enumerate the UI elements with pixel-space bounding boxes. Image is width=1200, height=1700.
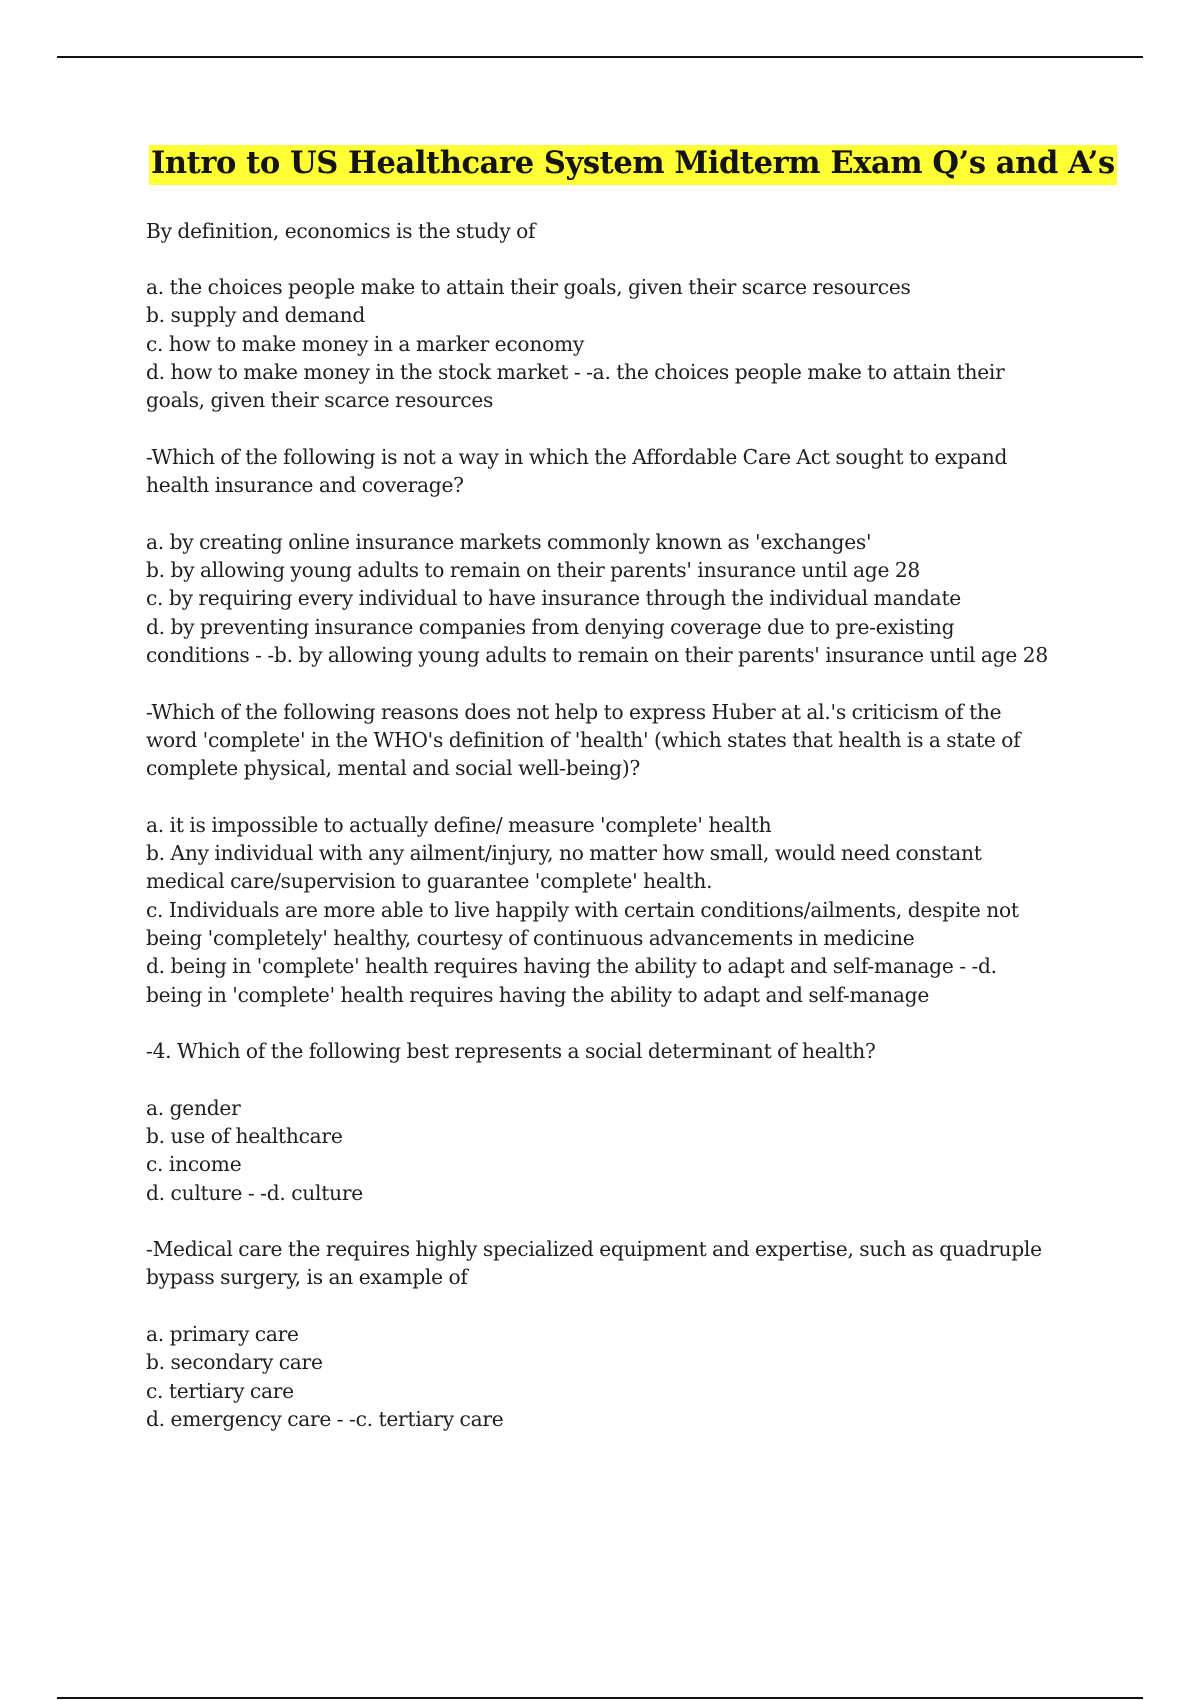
option-line: goals, given their scarce resources bbox=[146, 388, 494, 413]
question-block-4 bbox=[146, 1037, 1096, 1207]
option-line: c. how to make money in a marker economy bbox=[146, 331, 585, 356]
question-line: -Which of the following is not a way in which the Affordable Care Act sought to expand bbox=[146, 444, 1008, 469]
question-line: word 'complete' in the WHO's definition of 'health' (which states that health is a state of bbox=[146, 727, 1021, 752]
question-text bbox=[146, 443, 1096, 500]
option-line: b. Any individual with any ailment/injury, no matter how small, would need constant bbox=[146, 841, 982, 866]
option-line: being 'completely' healthy, courtesy of continuous advancements in medicine bbox=[146, 925, 915, 950]
question-block-5 bbox=[146, 1235, 1096, 1433]
answer-options bbox=[146, 528, 1096, 669]
option-line: being in 'complete' health requires having the ability to adapt and self-manage bbox=[146, 982, 930, 1007]
question-block-1 bbox=[146, 217, 1096, 415]
option-line: a. primary care bbox=[146, 1322, 299, 1347]
question-line: By definition, economics is the study of bbox=[146, 218, 536, 243]
option-line: d. emergency care - -c. tertiary care bbox=[146, 1406, 504, 1431]
document-body bbox=[146, 145, 1115, 1462]
question-line: bypass surgery, is an example of bbox=[146, 1265, 468, 1290]
question-text bbox=[146, 217, 1096, 245]
question-line: -Which of the following reasons does not help to express Huber at al.'s criticism of the bbox=[146, 699, 1002, 724]
answer-options bbox=[146, 1094, 1096, 1207]
option-line: b. secondary care bbox=[146, 1350, 323, 1375]
question-text bbox=[146, 1037, 1096, 1065]
question-line: health insurance and coverage? bbox=[146, 473, 464, 498]
option-line: d. culture - -d. culture bbox=[146, 1180, 363, 1205]
question-line: complete physical, mental and social well-being)? bbox=[146, 756, 641, 781]
question-line: -4. Which of the following best represents a social determinant of health? bbox=[146, 1039, 876, 1064]
option-line: c. Individuals are more able to live happily with certain conditions/ailments, despite not bbox=[146, 897, 1019, 922]
option-line: b. by allowing young adults to remain on their parents' insurance until age 28 bbox=[146, 558, 921, 583]
option-line: a. by creating online insurance markets commonly known as 'exchanges' bbox=[146, 529, 872, 554]
option-line: d. how to make money in the stock market - -a. the choices people make to attain their bbox=[146, 359, 1005, 384]
question-block-3 bbox=[146, 698, 1096, 1009]
title-wrap bbox=[149, 145, 1115, 185]
option-line: b. use of healthcare bbox=[146, 1124, 343, 1148]
document-title: Intro to US Healthcare System Midterm Exam Q’s and A’s bbox=[149, 145, 1117, 185]
option-line: conditions - -b. by allowing young adults to remain on their parents' insurance until age 28 bbox=[146, 642, 1048, 667]
question-line: -Medical care the requires highly specialized equipment and expertise, such as quadruple bbox=[146, 1237, 1042, 1262]
option-line: a. it is impossible to actually define/ measure 'complete' health bbox=[146, 812, 772, 837]
option-line: c. income bbox=[146, 1152, 242, 1177]
top-rule bbox=[57, 56, 1143, 58]
answer-options bbox=[146, 811, 1096, 1009]
option-line: b. supply and demand bbox=[146, 303, 366, 328]
option-line: d. being in 'complete' health requires having the ability to adapt and self-manage - -d. bbox=[146, 954, 997, 979]
answer-options bbox=[146, 273, 1096, 414]
question-text bbox=[146, 1235, 1096, 1292]
option-line: a. the choices people make to attain their goals, given their scarce resources bbox=[146, 275, 911, 300]
answer-options bbox=[146, 1320, 1096, 1433]
question-text bbox=[146, 698, 1096, 783]
question-block-2 bbox=[146, 443, 1096, 669]
option-line: c. by requiring every individual to have insurance through the individual mandate bbox=[146, 586, 961, 611]
option-line: d. by preventing insurance companies from denying coverage due to pre-existing bbox=[146, 614, 955, 639]
option-line: a. gender bbox=[146, 1095, 241, 1120]
bottom-rule bbox=[57, 1697, 1143, 1699]
option-line: medical care/supervision to guarantee 'complete' health. bbox=[146, 869, 713, 894]
option-line: c. tertiary care bbox=[146, 1378, 294, 1403]
